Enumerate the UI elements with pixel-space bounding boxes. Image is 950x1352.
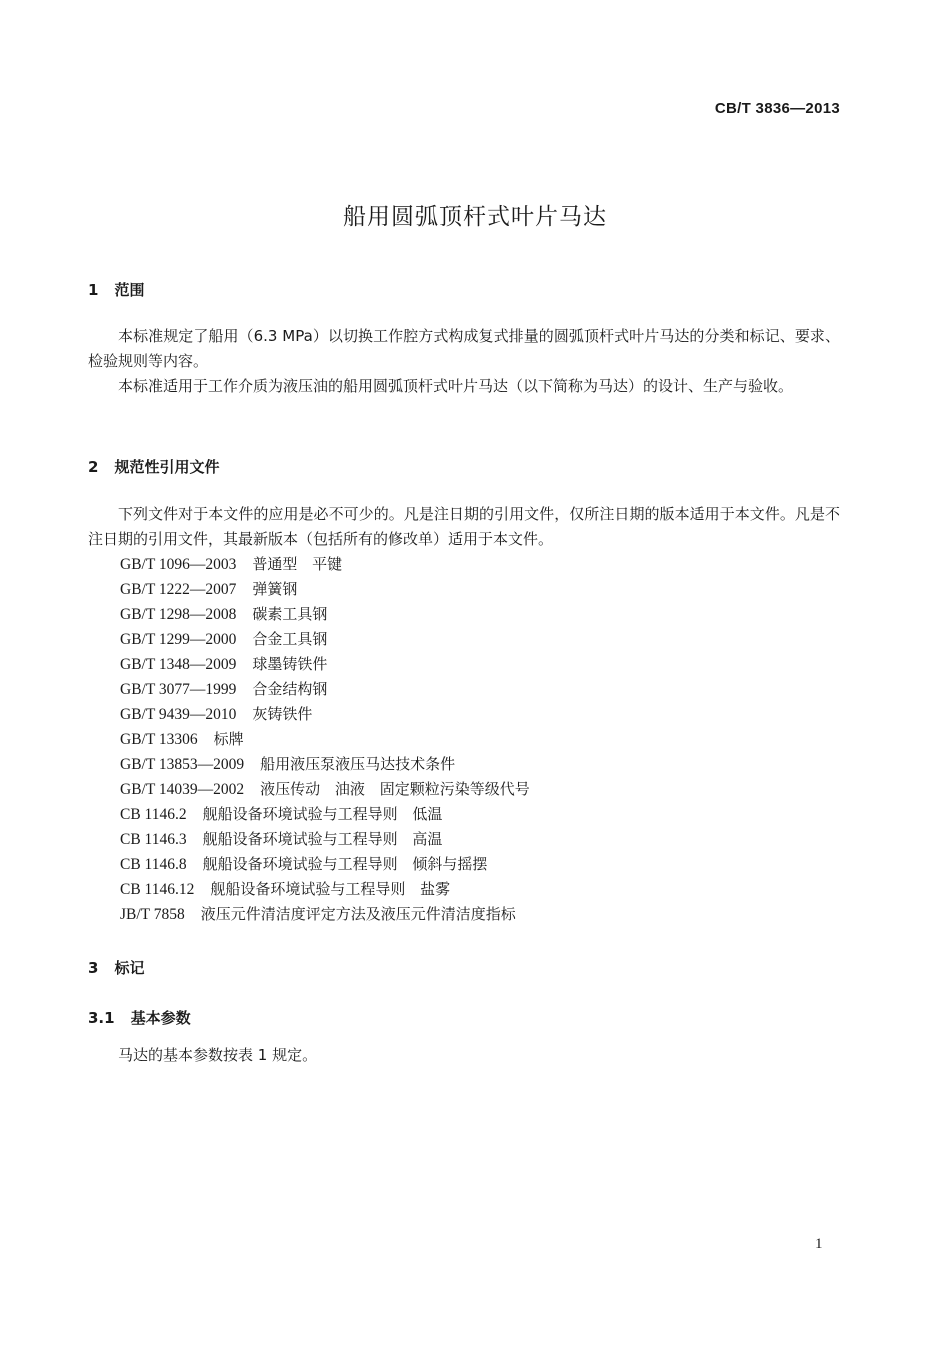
section-title: 基本参数 (130, 1009, 191, 1027)
reference-item (120, 752, 530, 777)
reference-code: CB 1146.2 (120, 806, 187, 823)
section-3-1-heading (88, 1007, 191, 1028)
reference-code: GB/T 13306 (120, 731, 198, 748)
section-number: 2 (88, 458, 99, 476)
reference-item (120, 777, 530, 802)
scope-paragraph-2: 本标准适用于工作介质为液压油的船用圆弧顶杆式叶片马达（以下简称为马达）的设计、生产与验收。 (118, 377, 794, 395)
section-title: 规范性引用文件 (114, 458, 220, 476)
section-3-heading (88, 957, 144, 978)
reference-code: GB/T 13853—2009 (120, 756, 245, 773)
reference-title: 标牌 (213, 730, 244, 748)
scope-paragraph-1: 本标准规定了船用（6.3 MPa）以切换工作腔方式构成复式排量的圆弧顶杆式叶片马达的分类和标记、要求、检验规则等内容。 (88, 327, 840, 370)
reference-item (120, 602, 530, 627)
reference-code: GB/T 1298—2008 (120, 606, 237, 623)
reference-item (120, 852, 530, 877)
page-number: 1 (815, 1236, 823, 1252)
reference-item (120, 677, 530, 702)
reference-title: 碳素工具钢 (252, 605, 328, 623)
reference-code: GB/T 9439—2010 (120, 706, 237, 723)
reference-code: GB/T 1299—2000 (120, 631, 237, 648)
reference-title: 合金结构钢 (252, 680, 328, 698)
reference-title: 液压传动 油液 固定颗粒污染等级代号 (260, 780, 530, 798)
reference-title: 舰船设备环境试验与工程导则 高温 (202, 830, 443, 848)
reference-title: 球墨铸铁件 (252, 655, 328, 673)
basic-parameters-text: 马达的基本参数按表 1 规定。 (118, 1046, 318, 1064)
reference-title: 弹簧钢 (252, 580, 298, 598)
reference-code: CB 1146.8 (120, 856, 187, 873)
section-2-heading (88, 456, 219, 477)
reference-title: 舰船设备环境试验与工程导则 倾斜与摇摆 (202, 855, 488, 873)
reference-title: 合金工具钢 (252, 630, 328, 648)
document-code: CB/T 3836—2013 (714, 100, 840, 117)
reference-list (120, 552, 530, 927)
section-number: 1 (88, 281, 99, 299)
references-intro: 下列文件对于本文件的应用是必不可少的。凡是注日期的引用文件，仅所注日期的版本适用于本文件。凡是不注日期的引用文件，其最新版本（包括所有的修改单）适用于本文件。 (88, 505, 840, 548)
reference-item (120, 902, 530, 927)
reference-item (120, 727, 530, 752)
section-number: 3.1 (88, 1009, 115, 1027)
reference-item (120, 827, 530, 852)
section-1-heading (88, 279, 144, 300)
document-title: 船用圆弧顶杆式叶片马达 (343, 204, 607, 230)
reference-item (120, 802, 530, 827)
reference-code: GB/T 1348—2009 (120, 656, 237, 673)
reference-title: 液压元件清洁度评定方法及液压元件清洁度指标 (200, 905, 516, 923)
reference-item (120, 652, 530, 677)
reference-code: JB/T 7858 (120, 906, 185, 923)
reference-item (120, 877, 530, 902)
reference-code: GB/T 14039—2002 (120, 781, 245, 798)
reference-item (120, 552, 530, 577)
reference-code: GB/T 1096—2003 (120, 556, 237, 573)
reference-item (120, 577, 530, 602)
reference-code: CB 1146.3 (120, 831, 187, 848)
reference-code: GB/T 3077—1999 (120, 681, 237, 698)
reference-title: 灰铸铁件 (252, 705, 313, 723)
reference-code: GB/T 1222—2007 (120, 581, 237, 598)
reference-title: 普通型 平键 (252, 555, 343, 573)
reference-title: 船用液压泵液压马达技术条件 (260, 755, 456, 773)
reference-item (120, 627, 530, 652)
section-title: 范围 (114, 281, 145, 299)
section-number: 3 (88, 959, 99, 977)
reference-title: 舰船设备环境试验与工程导则 低温 (202, 805, 443, 823)
reference-item (120, 702, 530, 727)
section-title: 标记 (114, 959, 145, 977)
reference-code: CB 1146.12 (120, 881, 195, 898)
reference-title: 舰船设备环境试验与工程导则 盐雾 (210, 880, 451, 898)
